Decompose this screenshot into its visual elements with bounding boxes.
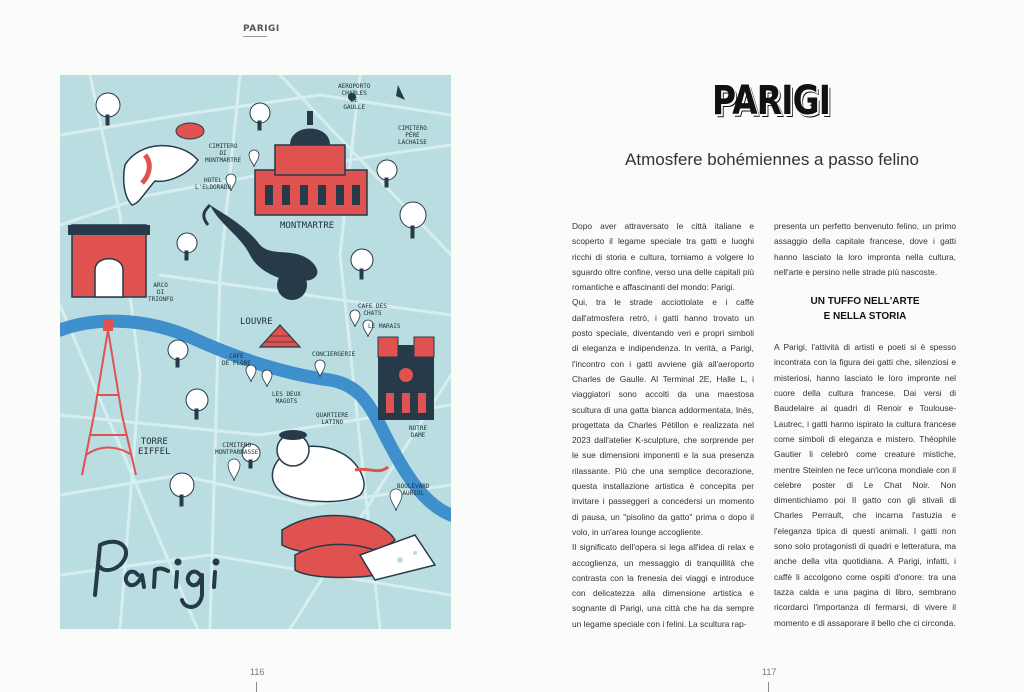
tree-icon [377, 160, 397, 187]
label-quartiere-latino: QUARTIERE LATINO [316, 412, 349, 426]
section-heading [774, 294, 956, 324]
tree-icon [170, 473, 194, 506]
tree-icon [400, 202, 426, 238]
page-number-right: 117 [762, 667, 777, 677]
louvre-pyramid-icon [260, 325, 300, 347]
label-cimitero-montparnasse: CIMITERO MONTPARNASSE [215, 442, 259, 456]
paragraph: Dopo aver attraversato le città italiane e scoperto il legame speciale tra gatti e luoghi ricchi di storia e cultura, torniamo a volgere lo sguardo oltre confine, verso una delle capitali più romantiche e affascinanti del mondo: Parigi. [572, 221, 754, 293]
eiffel-tower-icon [82, 320, 136, 475]
illustrated-map [60, 75, 451, 629]
section-heading-line-1: UN TUFFO NELL'ARTE [810, 296, 920, 308]
location-pin-icon [228, 459, 240, 481]
chapter-title: PARIGI [712, 78, 831, 124]
label-cafe-de-flore: CAFE DE FLORE [222, 353, 251, 367]
tree-icon [186, 389, 208, 419]
label-cimitero-pere-lachaise: CIMITERO PÈRE LACHAISE [398, 125, 427, 146]
label-les-deux-magots: LES DEUX MAGOTS [272, 391, 301, 405]
section-heading-line-2: E NELLA STORIA [823, 311, 907, 323]
location-pin-icon [246, 365, 256, 382]
label-aeroporto: AEROPORTO CHARLES LE GAULLE [338, 83, 371, 111]
location-pin-icon [249, 150, 259, 167]
paragraph: Qui, tra le strade acciottolate e i caffè dall'atmosfera retrò, i gatti hanno trovato un posto speciale, diventando veri e propri simboli di eleganza e indipendenza. In verità, a Parigi, l'incontro con i gatti avviene già all'aeroporto Charles de Gaulle. Al Terminal 2E, Halle L, i viaggiatori sono accolti da una maestosa scultura di una gatta bianca addormentata, Inès, progettata da Charles Pétillon e realizzata nel 2023 dall'atelier K-sculpture, che sorprende per le sue dimensioni imponenti e la sua presenza rilassante. Più che una semplice decorazione, questa installazione artistica è concepita per invitare i passeggeri a concedersi un momento di pausa, un "pisolino da gatto" prima o dopo il volo, in un'area lounge accogliente. [572, 297, 754, 537]
page-number-left: 116 [250, 667, 265, 677]
baguette-cheese-icon [282, 516, 435, 580]
paragraph: presenta un perfetto benvenuto felino, un primo assaggio della capitale francese, dove i gatti hanno lasciato la loro impronta nella cultura, nell'arte e persino nelle strade più nascoste. [774, 221, 956, 277]
label-le-marais: LE MARAIS [368, 323, 401, 330]
script-title-illustration [95, 542, 218, 607]
notre-dame-icon [378, 337, 434, 420]
label-notre-dame: NOTRE DAME [409, 425, 428, 439]
tree-icon [351, 249, 373, 279]
label-boulevard-auriol: BOULEVARD AURIOL [397, 483, 430, 497]
location-pin-icon [262, 370, 272, 387]
right-page [512, 0, 1024, 692]
label-conciergerie: CONCIERGERIE [312, 351, 356, 358]
label-cimitero-montmartre: CIMITERO DI MONTMARTRE [205, 143, 242, 164]
chapter-subtitle: Atmosfere bohémiennes a passo felino [625, 150, 919, 169]
white-cat-icon [272, 430, 388, 502]
folio-rule-right [768, 682, 769, 692]
map-illustration [60, 75, 451, 629]
text-column-2 [774, 219, 956, 631]
label-hotel-eldorado: HOTEL L'ELDORADO [195, 177, 232, 191]
label-arco-di-trionfo: ARCO DI TRIONFO [148, 282, 174, 303]
tree-icon [168, 340, 188, 367]
text-column-1 [572, 219, 754, 632]
paragraph: Il significato dell'opera si lega all'idea di relax e accoglienza, un messaggio di tranquillità che contrasta con la frenesia dei viaggi e introduce con delicatezza alla dimensione artistica e sognante di Parigi, una città che ha da sempre un legame speciale con i felini. La scultura rap- [572, 542, 754, 629]
running-head: PARIGI [243, 24, 280, 34]
label-louvre: LOUVRE [240, 317, 273, 327]
tree-icon [177, 233, 197, 260]
label-torre-eiffel: TORRE EIFFEL [138, 437, 171, 457]
arc-de-triomphe-icon [68, 225, 150, 297]
tree-icon [250, 103, 270, 130]
label-cafe-des-chats: CAFE DES CHATS [358, 303, 387, 317]
label-montmartre: MONTMARTRE [280, 221, 335, 231]
folio-rule-left [256, 682, 257, 692]
paragraph: A Parigi, l'attività di artisti e poeti si è spesso incontrata con la figura dei gatti che, silenziosi e misteriosi, hanno lasciato le loro impronte nel cuore della cultura francese. Dai versi di Baudelaire ai quadri di Renoir e Toulouse-Lautrec, i gatti hanno ispirato la cultura francese come simboli di eleganza e mistero. Théophile Gautier li celebrò come creature mistiche, mentre Steinlen ne fece un'icona mondiale con il celebre poster di Le Chat Noir. Non dimentichiamo poi Il gatto con gli stivali di Charles Perrault, che incarna l'astuzia e l'eleganza tipica di questi animali. I gatti non sono solo protagonisti di quadri e letteratura, ma anche della vita quotidiana. A Parigi, infatti, i caffè li accolgono come ospiti d'onore: tra una tazza calda e una pagina di libro, sembrano ricordarci l'importanza di fermarsi, di vivere il momento e di assaporare il bello che ci circonda. [774, 342, 956, 628]
